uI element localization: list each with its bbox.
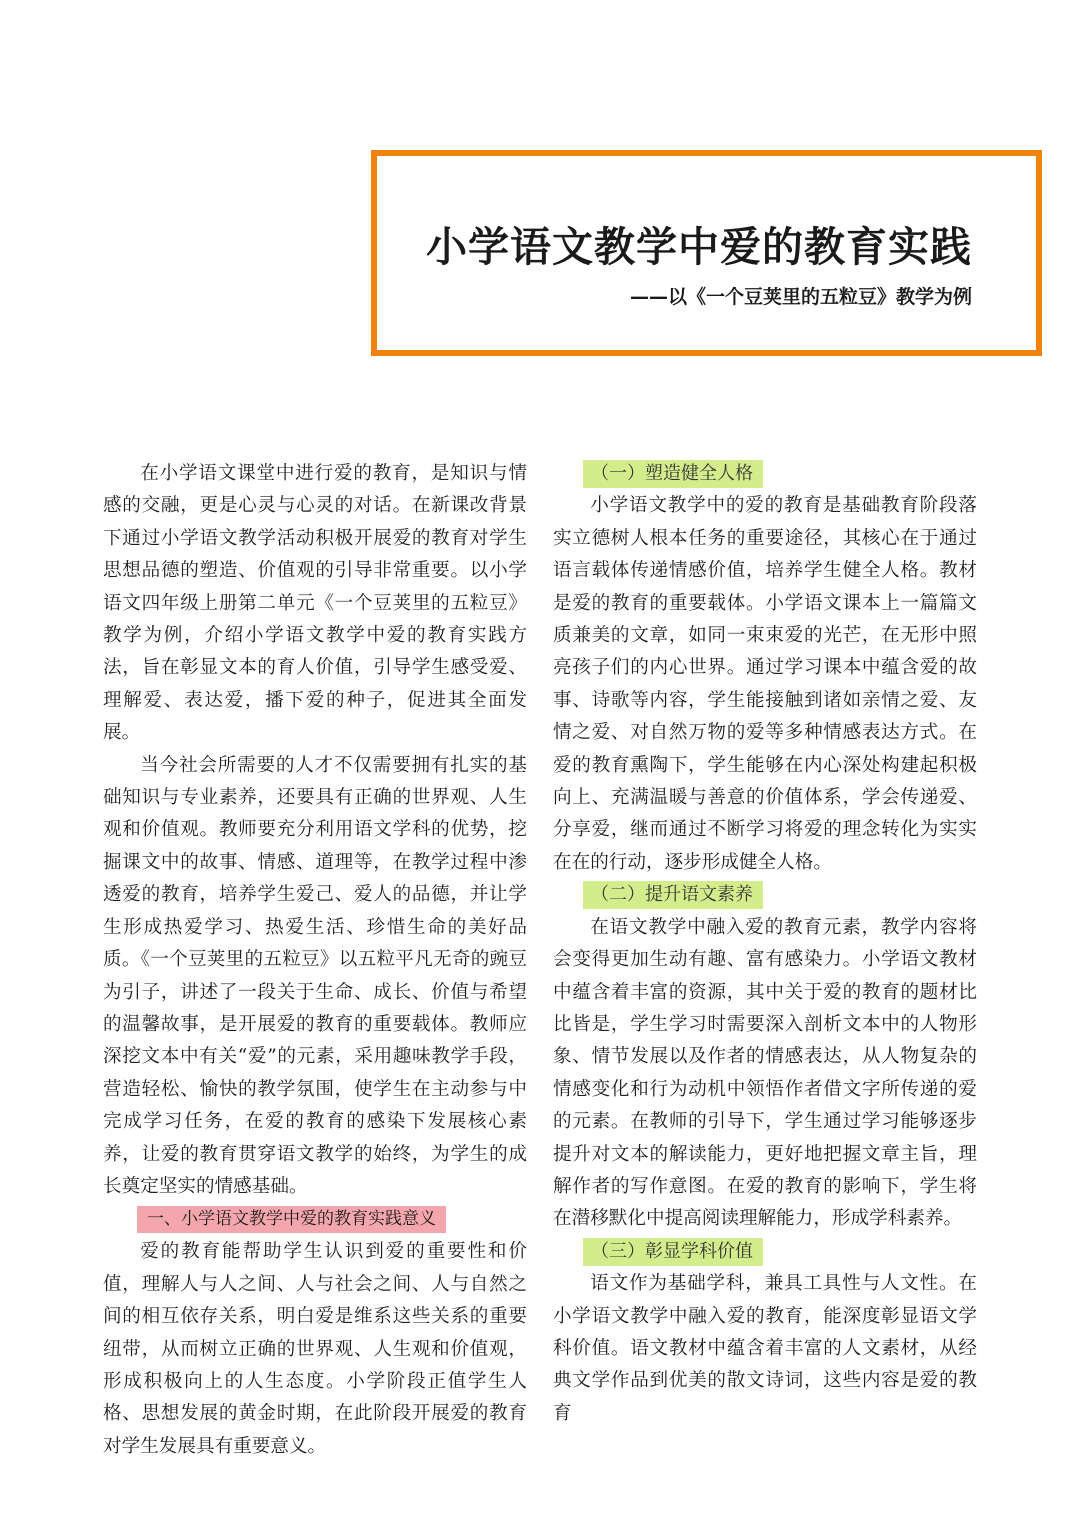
title-box [371, 150, 1042, 356]
paragraph-literacy: 在语文教学中融入爱的教育元素，教学内容将会变得更加生动有趣、富有感染力。小学语文教材中蕴含着丰富的资源，其中关于爱的教育的题材比比皆是，学生学习时需要深入剖析文本中的人物形象、情节发展以及作者的情感表达，从人物复杂的情感变化和行为动机中领悟作者借文字所传递的爱的元素。在教师的引导下，学生通过学习能够逐步提升对文本的解读能力，更好地把握文章主旨，理解作者的写作意图。在爱的教育的影响下，学生将在潜移默化中提高阅读理解能力，形成学科素养。 [553, 916, 977, 1230]
subsection-heading-1: （一）塑造健全人格 [583, 460, 763, 488]
paragraph-value: 语文作为基础学科，兼具工具性与人文性。在小学语文教学中融入爱的教育，能深度彰显语文学科价值。语文教材中蕴含着丰富的人文素材，从经典文学作品到优美的散文诗词，这些内容是爱的教育 [553, 1273, 977, 1424]
subsection-heading-2: （二）提升语文素养 [583, 881, 763, 909]
left-column [103, 458, 527, 1463]
paragraph-background: 当今社会所需要的人才不仅需要拥有扎实的基础知识与专业素养，还要具有正确的世界观、人生观和价值观。教师要充分利用语文学科的优势，挖掘课文中的故事、情感、道理等，在教学过程中渗透爱的教育，培养学生爱己、爱人的品德，并让学生形成热爱学习、热爱生活、珍惜生命的美好品质。《一个豆荚里的五粒豆》以五粒平凡无奇的豌豆为引子，讲述了一段关于生命、成长、价值与希望的温馨故事，是开展爱的教育的重要载体。教师应深挖文本中有关“爱”的元素，采用趣味教学手段，营造轻松、愉快的教学氛围，使学生在主动参与中完成学习任务，在爱的教育的感染下发展核心素养，让爱的教育贯穿语文教学的始终，为学生的成长奠定坚实的情感基础。 [103, 754, 527, 1197]
subsection-heading-3: （三）彰显学科价值 [583, 1238, 763, 1266]
article-subtitle: ——以《一个豆荚里的五粒豆》教学为例 [629, 286, 972, 308]
paragraph-intro: 在小学语文课堂中进行爱的教育，是知识与情感的交融，更是心灵与心灵的对话。在新课改背景下通过小学语文教学活动积极开展爱的教育对学生思想品德的塑造、价值观的引导非常重要。以小学语文四年级上册第二单元《一个豆荚里的五粒豆》教学为例，介绍小学语文教学中爱的教育实践方法，旨在彰显文本的育人价值，引导学生感受爱、理解爱、表达爱，播下爱的种子，促进其全面发展。 [103, 463, 527, 744]
right-column [553, 458, 977, 1430]
paragraph-significance: 爱的教育能帮助学生认识到爱的重要性和价值，理解人与人之间、人与社会之间、人与自然之间的相互依存关系，明白爱是维系这些关系的重要纽带，从而树立正确的世界观、人生观和价值观，形成积极向上的人生态度。小学阶段正值学生人格、思想发展的黄金时期，在此阶段开展爱的教育对学生发展具有重要意义。 [103, 1241, 527, 1457]
paragraph-personality: 小学语文教学中的爱的教育是基础教育阶段落实立德树人根本任务的重要途径，其核心在于通过语言载体传递情感价值，培养学生健全人格。教材是爱的教育的重要载体。小学语文课本上一篇篇文质兼美的文章，如同一束束爱的光芒，在无形中照亮孩子们的内心世界。通过学习课本中蕴含爱的故事、诗歌等内容，学生能接触到诸如亲情之爱、友情之爱、对自然万物的爱等多种情感表达方式。在爱的教育熏陶下，学生能够在内心深处构建起积极向上、充满温暖与善意的价值体系，学会传递爱、分享爱，继而通过不断学习将爱的理念转化为实实在在的行动，逐步形成健全人格。 [553, 495, 977, 873]
section-heading-1: 一、小学语文教学中爱的教育实践意义 [137, 1206, 446, 1233]
article-title: 小学语文教学中爱的教育实践 [426, 223, 972, 271]
